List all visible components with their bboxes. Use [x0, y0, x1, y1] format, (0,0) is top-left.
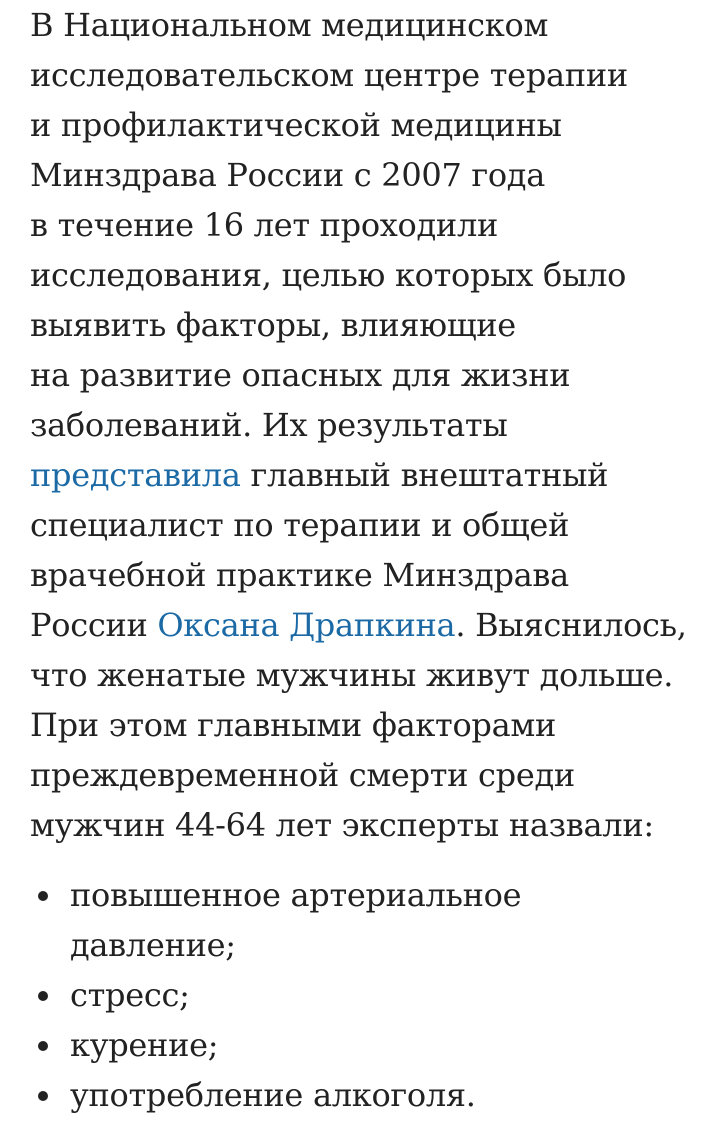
list-item-text: употребление алкоголя.: [70, 1076, 476, 1114]
paragraph-line: Минздрава России с 2007 года: [30, 156, 545, 194]
paragraph-line: преждевременной смерти среди: [30, 756, 575, 794]
paragraph-line: [30, 600, 700, 650]
paragraph-line: специалист по терапии и общей: [30, 506, 570, 544]
bullet-icon: [38, 1091, 48, 1101]
list-item-text: повышенное артериальное: [70, 876, 522, 914]
list-item: [30, 1020, 700, 1070]
list-item-text: стресс;: [70, 976, 190, 1014]
list-item: [30, 870, 700, 970]
list-item-text: давление;: [70, 926, 236, 964]
article-paragraph: [30, 0, 700, 850]
paragraph-text: главный внештатный: [240, 456, 609, 494]
list-item-text: курение;: [70, 1026, 219, 1064]
presented-link[interactable]: представила: [30, 456, 241, 494]
paragraph-line: В Национальном медицинском: [30, 6, 549, 44]
paragraph-line: выявить факторы, влияющие: [30, 306, 516, 344]
paragraph-line: что женатые мужчины живут дольше.: [30, 656, 674, 694]
list-item: [30, 1070, 700, 1120]
paragraph-line: заболеваний. Их результаты: [30, 406, 508, 444]
paragraph-text: России: [30, 606, 158, 644]
paragraph-line: При этом главными факторами: [30, 706, 556, 744]
risk-factors-list: [30, 870, 700, 1120]
paragraph-line: исследования, целью которых было: [30, 256, 627, 294]
article-body: [30, 0, 700, 1120]
bullet-icon: [38, 891, 48, 901]
paragraph-line: врачебной практике Минздрава: [30, 556, 569, 594]
paragraph-line: на развитие опасных для жизни: [30, 356, 571, 394]
paragraph-text: . Выяснилось,: [455, 606, 687, 644]
paragraph-line: в течение 16 лет проходили: [30, 206, 498, 244]
person-link-drapkina[interactable]: Оксана Драпкина: [157, 606, 456, 644]
paragraph-line: мужчин 44-64 лет эксперты назвали:: [30, 806, 654, 844]
paragraph-line: исследовательском центре терапии: [30, 56, 628, 94]
bullet-icon: [38, 991, 48, 1001]
paragraph-line: и профилактической медицины: [30, 106, 562, 144]
list-item: [30, 970, 700, 1020]
paragraph-line: [30, 450, 700, 500]
bullet-icon: [38, 1041, 48, 1051]
